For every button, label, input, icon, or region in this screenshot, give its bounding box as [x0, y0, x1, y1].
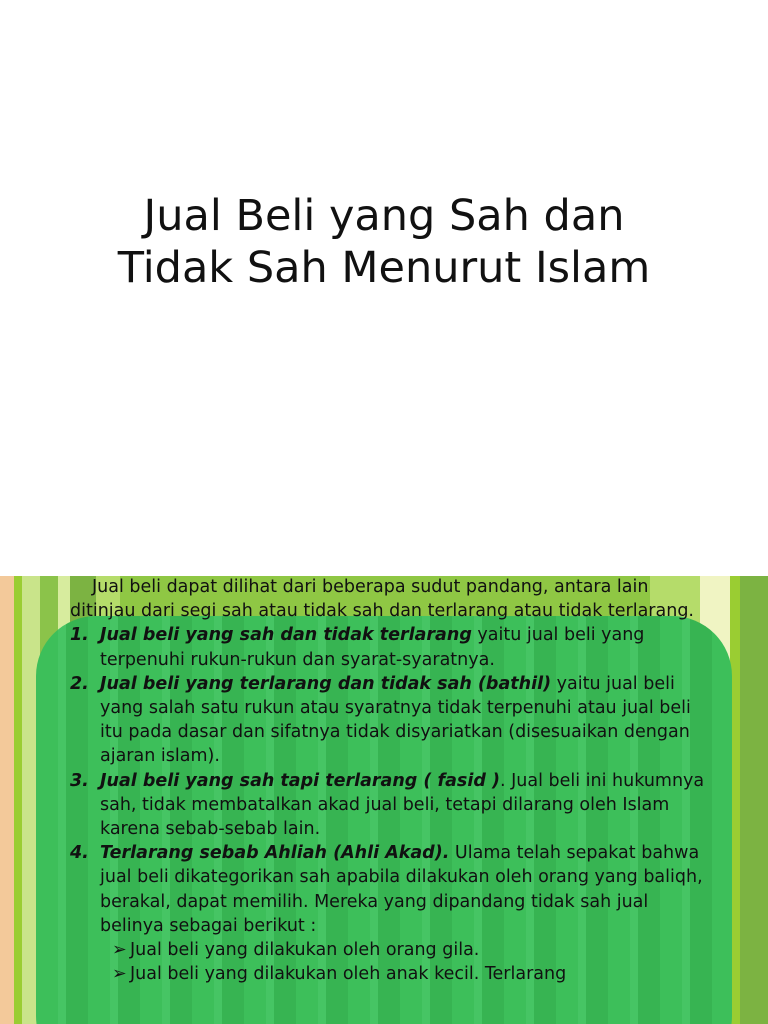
- list-item-heading: Jual beli yang sah dan tidak terlarang: [100, 625, 472, 646]
- sub-list-item-1: [70, 938, 710, 962]
- list-item-body: yaitu jual beli yang terpenuhi rukun-rukun dan syarat-syaratnya.: [100, 625, 645, 670]
- list-item-1: [70, 623, 710, 671]
- sub-list-item-2: [70, 962, 710, 986]
- list-item-3: [70, 769, 710, 842]
- list-item-4: [70, 841, 710, 938]
- intro-paragraph: Jual beli dapat dilihat dari beberapa sudut pandang, antara lain ditinjau dari segi sah atau tidak sah dan terlarang atau tidak terlarang.: [70, 577, 694, 622]
- list-item-heading: Jual beli yang terlarang dan tidak sah (bathil): [100, 673, 552, 694]
- list-item-body: . Jual beli ini hukumnya sah, tidak membatalkan akad jual beli, tetapi dilarang oleh Islam karena sebab-sebab lain.: [100, 770, 705, 840]
- list-item-heading: Jual beli yang sah tapi terlarang ( fasid ): [100, 770, 500, 791]
- arrow-bullet-icon: ➢: [112, 940, 127, 961]
- sub-list-item-text: Jual beli yang dilakukan oleh orang gila.: [130, 940, 480, 961]
- list-item-heading: Terlarang sebab Ahliah (Ahli Akad).: [100, 843, 450, 864]
- slide-title: [40, 190, 728, 294]
- list-number: 2.: [70, 673, 89, 694]
- sub-list-item-text: Jual beli yang dilakukan oleh anak kecil. Terlarang: [130, 964, 567, 985]
- list-item-body: yaitu jual beli yang salah satu rukun atau syaratnya tidak terpenuhi atau jual beli itu pada dasar dan sifatnya tidak disyariatkan (disesuaikan dengan ajaran islam).: [100, 673, 691, 767]
- list-number: 3.: [70, 770, 89, 791]
- title-line-2: Tidak Sah Menurut Islam: [117, 243, 651, 293]
- title-line-1: Jual Beli yang Sah dan: [143, 191, 625, 241]
- list-number: 1.: [70, 625, 89, 646]
- list-item-2: [70, 672, 710, 769]
- list-item-body: Ulama telah sepakat bahwa jual beli dikategorikan sah apabila dilakukan oleh orang yang baliqh, berakal, dapat memilih. Mereka yang dipandang tidak sah jual belinya sebagai berikut :: [100, 843, 703, 936]
- list-number: 4.: [70, 843, 89, 864]
- arrow-bullet-icon: ➢: [112, 964, 127, 985]
- content-slide-text: [70, 575, 710, 986]
